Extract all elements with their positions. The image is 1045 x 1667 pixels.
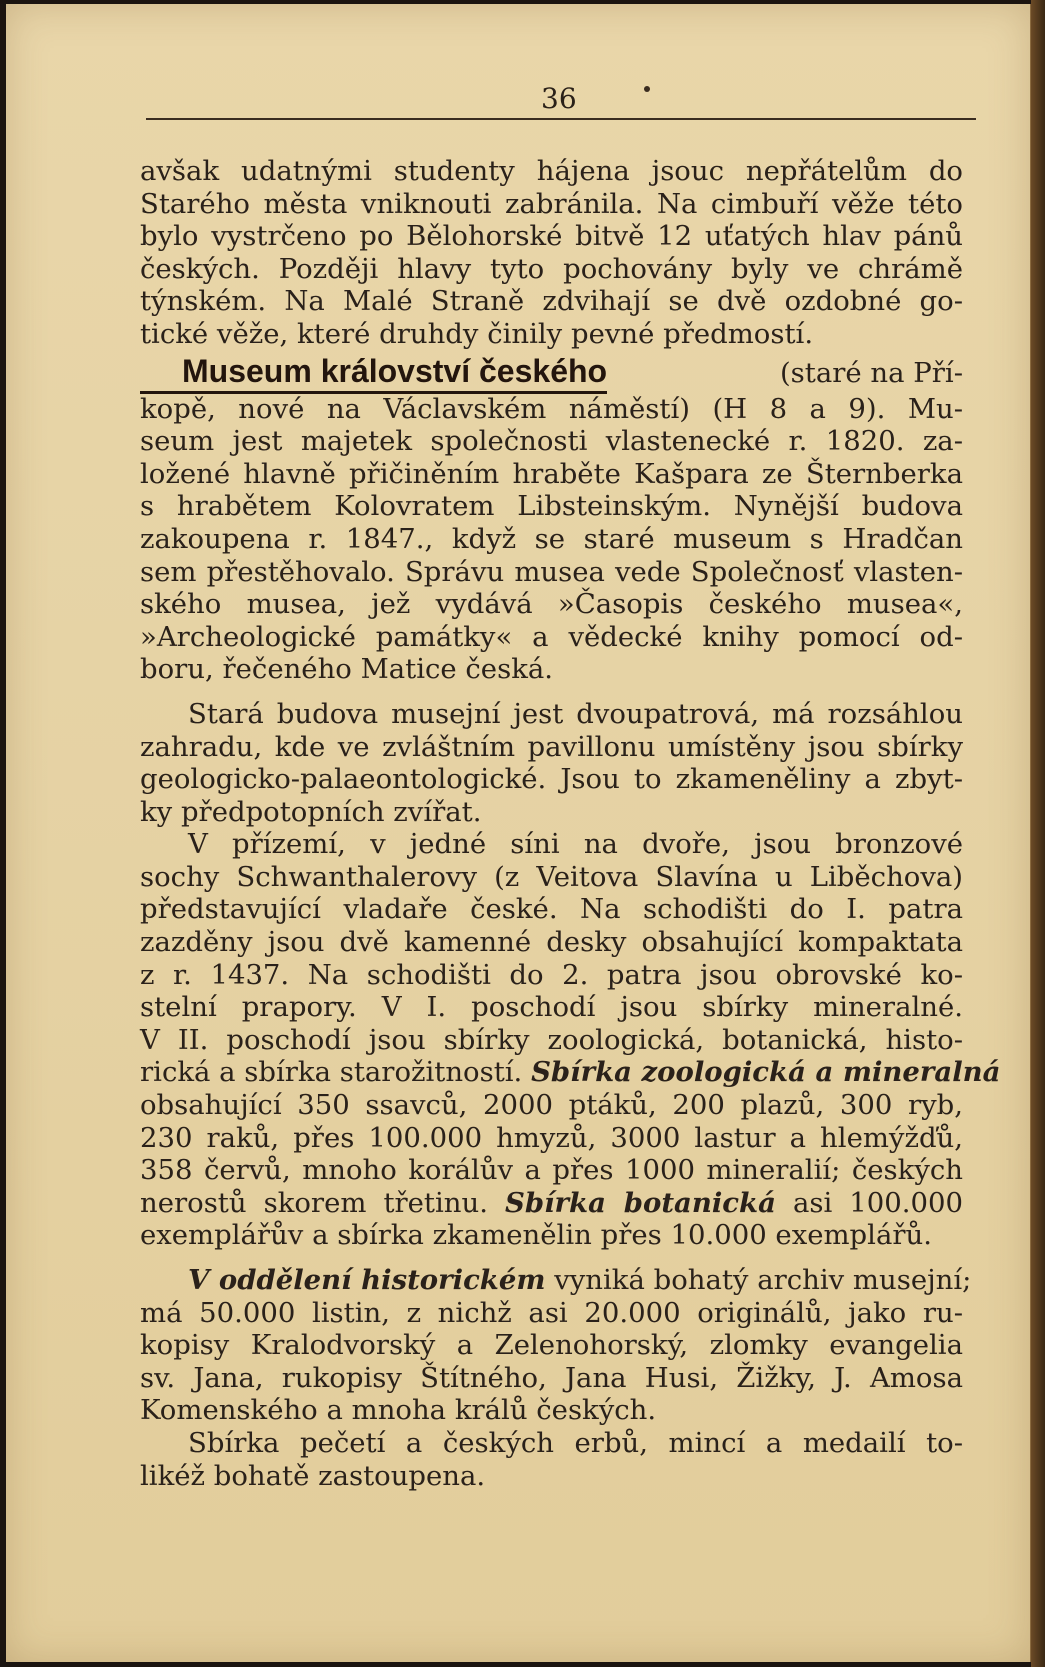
- text-line: zakoupena r. 1847., když se staré museum s Hradčan: [140, 522, 963, 555]
- paragraph-5: [140, 1264, 972, 1427]
- text-line: likéž bohatě zastoupena.: [140, 1459, 486, 1492]
- text-line: z r. 1437. Na schodišti do 2. patra jsou obrovské ko-: [140, 958, 963, 991]
- paragraph-4: [140, 828, 1001, 1252]
- text-line: exemplářův a sbírka zkamenělin přes 10.000 exemplářů.: [140, 1219, 932, 1252]
- text-line: V II. poschodí jsou sbírky zoologická, botanická, histo-: [140, 1023, 963, 1056]
- text-line: představující vladaře české. Na schodišti do I. patra: [140, 893, 963, 926]
- text-run: asi 100.000: [792, 1186, 964, 1219]
- text-line: »Archeologické památky« a vědecké knihy pomocí od-: [140, 620, 963, 653]
- text-line: zazděny jsou dvě kamenné desky obsahující kompaktata: [140, 926, 963, 959]
- text-line: sv. Jana, rukopisy Štítného, Jana Husi, Žižky, J. Amosa: [140, 1361, 963, 1394]
- body-text: [140, 155, 1001, 1492]
- text-line: Starého města vniknouti zabránila. Na cimbuří věže této: [140, 187, 963, 220]
- page-number: 36: [541, 82, 577, 115]
- text-line: [140, 1056, 1001, 1089]
- text-line: obsahující 350 ssavců, 2000 ptáků, 200 plazů, 300 ryb,: [140, 1089, 963, 1122]
- text-line: [140, 1264, 972, 1297]
- header-rule: [146, 118, 976, 120]
- text-line: tické věže, které druhdy činily pevné předmostí.: [140, 317, 814, 350]
- text-line: s hrabětem Kolovratem Libsteinským. Nynější budova: [140, 490, 963, 523]
- text-line: Komenského a mnoha králů českých.: [140, 1394, 657, 1427]
- page-header: [146, 82, 976, 122]
- text-run: nerostů skorem třetinu.: [140, 1186, 488, 1219]
- italic-run: V oddělení historickém: [188, 1264, 546, 1296]
- text-run: vyniká bohatý archiv musejní;: [554, 1264, 972, 1296]
- paragraph-2: [140, 393, 963, 686]
- text-line: má 50.000 listin, z nichž asi 20.000 originálů, jako ru-: [140, 1296, 963, 1329]
- text-line: seum jest majetek společnosti vlastenecké r. 1820. za-: [140, 425, 963, 458]
- text-line: boru, řečeného Matice česká.: [140, 653, 553, 686]
- text-line: [140, 1187, 963, 1220]
- text-line: ložené hlavně přičiněním hraběte Kašpara ze Šternberka: [140, 457, 963, 490]
- paragraph-1: [140, 155, 963, 351]
- text-line: sem přestěhovalo. Správu musea vede Společnosť vlasten-: [140, 555, 963, 588]
- paragraph-6: [140, 1427, 963, 1492]
- paragraph-3: [140, 698, 963, 828]
- text-run: rická a sbírka starožitností.: [140, 1056, 523, 1089]
- text-line: ského musea, jež vydává »Časopis českého musea«,: [140, 588, 963, 621]
- text-line: kopě, nové na Václavském náměstí) (H 8 a 9). Mu-: [140, 392, 963, 425]
- text-line: avšak udatnými studenty hájena jsouc nepřátelům do: [140, 155, 963, 187]
- museum-heading-rest: (staré na Pří-: [779, 356, 963, 389]
- text-line: Sbírka pečetí a českých erbů, mincí a medailí to-: [188, 1426, 963, 1459]
- text-line: geologicko-palaeontologické. Jsou to zkameněliny a zbyt-: [140, 763, 963, 796]
- text-line: zahradu, kde ve zvláštním pavillonu umístěny jsou sbírky: [140, 730, 963, 763]
- text-line: stelní prapory. V I. poschodí jsou sbírky mineralné.: [140, 991, 963, 1024]
- museum-heading: Museum království českého: [140, 351, 607, 394]
- text-line: týnském. Na Malé Straně zdvihají se dvě ozdobné go-: [140, 285, 963, 318]
- text-line: bylo vystrčeno po Bělohorské bitvě 12 uťatých hlav pánů: [140, 220, 963, 253]
- text-line: 358 červů, mnoho korálův a přes 1000 mineralií; českých: [140, 1154, 963, 1187]
- museum-heading-row: [140, 351, 963, 393]
- text-line: českých. Později hlavy tyto pochovány byly ve chrámě: [140, 252, 963, 285]
- italic-run: Sbírka botanická: [505, 1186, 776, 1219]
- text-line: Stará budova musejní jest dvoupatrová, má rozsáhlou: [188, 697, 963, 730]
- text-line: ky předpotopních zvířat.: [140, 795, 482, 828]
- text-line: 230 raků, přes 100.000 hmyzů, 3000 lastur a hlemýžďů,: [140, 1121, 963, 1154]
- text-line: sochy Schwanthalerovy (z Veitova Slavína u Liběchova): [140, 860, 963, 893]
- text-line: V přízemí, v jedné síni na dvoře, jsou bronzové: [188, 828, 963, 861]
- italic-run: Sbírka zoologická a mineralná: [531, 1056, 1001, 1089]
- text-line: kopisy Kralodvorský a Zelenohorský, zlomky evangelia: [140, 1329, 963, 1362]
- header-dot: [644, 86, 650, 92]
- book-edge: [1031, 0, 1045, 1667]
